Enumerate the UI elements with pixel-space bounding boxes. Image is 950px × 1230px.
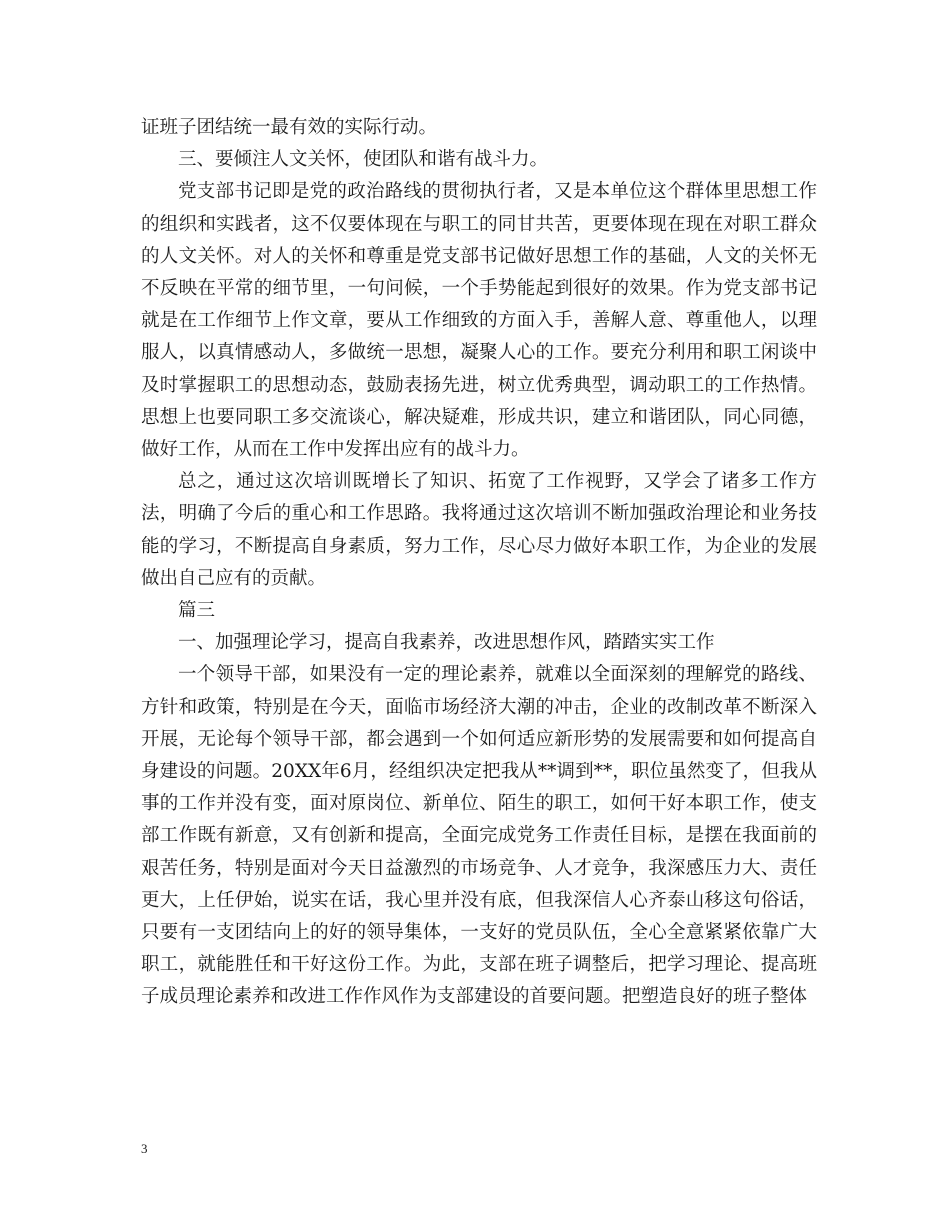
section-heading-humanistic-care: 三、要倾注人文关怀，使团队和谐有战斗力。 bbox=[178, 149, 549, 171]
paragraph-conclusion: 总之，通过这次培训既增长了知识、拓宽了工作视野，又学会了诸多工作方法，明确了今后的重心和工作思路。我将通过这次培训不断加强政治理论和业务技能的学习，不断提高自身素质，努力工作，尽心尽力做好本职工作，为企业的发展做出自己应有的贡献。 bbox=[141, 471, 817, 589]
document-body bbox=[141, 112, 817, 1014]
part-heading-3: 篇三 bbox=[178, 600, 216, 622]
page-number: 3 bbox=[141, 1141, 148, 1156]
paragraph-3: 党支部书记即是党的政治路线的贯彻执行者，又是本单位这个群体里思想工作的组织和实践者，这不仅要体现在与职工的同甘共苦，更要体现在现在对职工群众的人文关怀。对人的关怀和尊重是党支部书记做好思想工作的基础，人文的关怀无不反映在平常的细节里，一句问候，一个手势能起到很好的效果。作为党支部书记就是在工作细节上作文章，要从工作细致的方面入手，善解人意、尊重他人，以理服人，以真情感动人，多做统一思想，凝聚人心的工作。要充分利用和职工闲谈中及时掌握职工的思想动态，鼓励表扬先进，树立优秀典型，调动职工的工作热情。思想上也要同职工多交流谈心，解决疑难，形成共识，建立和谐团队，同心同德，做好工作，从而在工作中发挥出应有的战斗力。 bbox=[141, 181, 817, 461]
paragraph-1: 证班子团结统一最有效的实际行动。 bbox=[141, 117, 438, 138]
section-heading-theory-study: 一、加强理论学习，提高自我素养，改进思想作风，踏踏实实工作 bbox=[178, 632, 715, 654]
paragraph-7: 一个领导干部，如果没有一定的理论素养，就难以全面深刻的理解党的路线、方针和政策，特别是在今天，面临市场经济大潮的冲击，企业的改制改革不断深入开展，无论每个领导干部，都会遇到一个如何适应新形势的发展需要和如何提高自身建设的问题。20XX年6月，经组织决定把我从**调到**，职位虽然变了，但我从事的工作并没有变，面对原岗位、新单位、陌生的职工，如何干好本职工作，使支部工作既有新意，又有创新和提高，全面完成党务工作责任目标，是摆在我面前的艰苦任务，特别是面对今天日益激烈的市场竞争、人才竞争，我深感压力大、责任更大，上任伊始，说实在话，我心里并没有底，但我深信人心齐泰山移这句俗话，只要有一支团结向上的好的领导集体，一支好的党员队伍，全心全意紧紧依靠广大职工，就能胜任和干好这份工作。为此，支部在班子调整后，把学习理论、提高班子成员理论素养和改进工作作风作为支部建设的首要问题。把塑造良好的班子整体 bbox=[141, 664, 817, 1008]
